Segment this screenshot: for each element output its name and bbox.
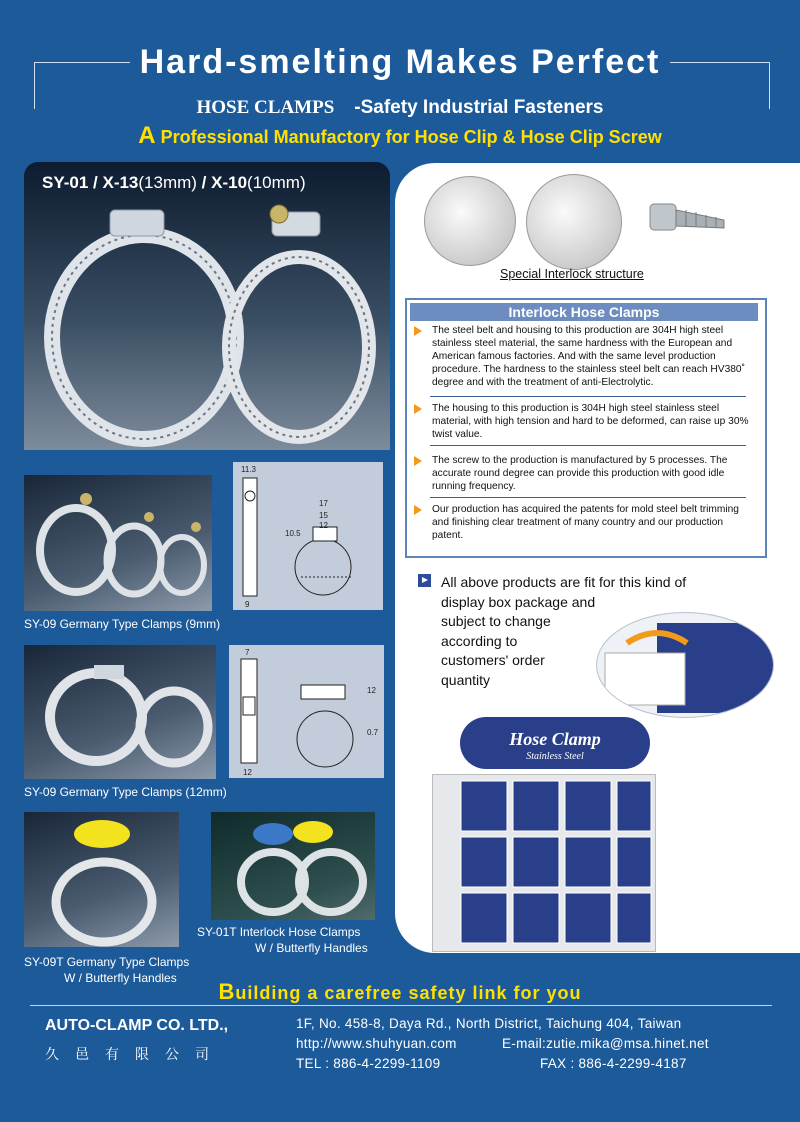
product-photo-12mm: [24, 645, 216, 779]
diagram-9mm: [233, 462, 383, 610]
bullet-icon: [414, 404, 422, 414]
interlock-title: Interlock Hose Clamps: [410, 303, 758, 321]
dimension-drawing-9mm: [233, 462, 383, 610]
package-detail-image: [597, 613, 773, 717]
clamps-9mm-image: [24, 475, 212, 611]
company-email[interactable]: E-mail:zutie.mika@msa.hinet.net: [502, 1036, 709, 1051]
bullet-icon: [414, 505, 422, 515]
dim-label: 11.3: [241, 465, 256, 474]
bullet-icon: [414, 456, 422, 466]
dim-label: 12: [243, 768, 252, 777]
dim-label: 0.7: [367, 728, 379, 737]
product-caption-sy09t-1: SY-09T Germany Type Clamps: [24, 955, 190, 969]
product-photo-sy01t: [211, 812, 375, 920]
screw-photo: [636, 180, 736, 260]
interlock-structure-caption: Special Interlock structure: [500, 267, 644, 281]
main-product-photo: [24, 162, 390, 450]
package-note: All above products are fit for this kind of display box package and subject to change according to customers' order quantity: [441, 574, 687, 688]
company-website[interactable]: http://www.shuhyuan.com: [296, 1036, 457, 1051]
dim-label: 7: [245, 648, 250, 657]
product-caption-9mm: SY-09 Germany Type Clamps (9mm): [24, 617, 221, 631]
product-caption-sy01t-2: W / Butterfly Handles: [255, 941, 368, 955]
product-caption-sy09t-2: W / Butterfly Handles: [64, 971, 177, 985]
product-photo-9mm: [24, 475, 212, 611]
dimension-drawing-12mm: [229, 645, 384, 778]
company-fax: FAX : 886-4-2299-4187: [540, 1056, 687, 1071]
company-name: AUTO-CLAMP CO. LTD.,: [45, 1017, 229, 1034]
butterfly-clamp-image: [24, 812, 179, 947]
dim-label: 12: [319, 521, 328, 530]
company-name-chinese: 久邑有限公司: [45, 1046, 225, 1062]
display-sign-subtitle: Stainless Steel: [526, 751, 584, 762]
interlock-item: The steel belt and housing to this production are 304H high steel stainless steel material, the same hardness with the European and American famous factories. And with the same level production procedure. The hardness to the stainless steel belt can reach HV380˚ degree and with the treatment of anti-Electrolytic.: [414, 324, 756, 389]
display-sign: [460, 717, 650, 769]
note-bullet-icon: [418, 574, 431, 587]
dim-label: 10.5: [285, 529, 301, 538]
dim-label: 9: [245, 600, 250, 609]
main-photo-label: SY-01 / X-13(13mm) / X-10(10mm): [42, 173, 306, 192]
page-subtitle: HOSE CLAMPS -Safety Industrial Fasteners: [0, 97, 800, 119]
display-box-grid: [433, 775, 655, 951]
page-title: Hard-smelting Makes Perfect: [0, 43, 800, 82]
diagram-12mm: [229, 645, 384, 778]
divider: [430, 497, 746, 498]
divider: [430, 445, 746, 446]
screw-image: [636, 180, 736, 260]
tagline: A Professional Manufactory for Hose Clip & Hose Clip Screw: [138, 122, 662, 149]
footer-divider: [30, 1005, 772, 1006]
footer-slogan: Building a carefree safety link for you: [218, 979, 582, 1004]
package-detail-photo: [596, 612, 774, 718]
company-address: 1F, No. 458-8, Daya Rd., North District, Taichung 404, Taiwan: [296, 1016, 682, 1031]
product-caption-sy01t-1: SY-01T Interlock Hose Clamps: [197, 925, 361, 939]
hose-clamp-image: [24, 162, 390, 450]
company-tel: TEL : 886-4-2299-1109: [296, 1056, 441, 1071]
divider: [430, 396, 746, 397]
interlock-item: The housing to this production is 304H high steel stainless steel material, with high tension and hard to be deformed, can raise up 30% twist value.: [414, 402, 756, 441]
dim-label: 17: [319, 499, 328, 508]
dim-label: 12: [367, 686, 376, 695]
product-caption-12mm: SY-09 Germany Type Clamps (12mm): [24, 785, 227, 799]
dim-label: 15: [319, 511, 328, 520]
product-photo-sy09t: [24, 812, 179, 947]
interlock-item: Our production has acquired the patents for mold steel belt trimming and finishing clear treatment of many country and our production patent.: [414, 503, 756, 542]
interlock-detail-photo-2: [526, 174, 622, 270]
display-sign-title: Hose Clamp: [509, 729, 601, 749]
display-box-stand: [432, 774, 656, 952]
butterfly-interlock-clamp-image: [211, 812, 375, 920]
interlock-detail-photo-1: [424, 176, 516, 266]
bullet-icon: [414, 326, 422, 336]
clamps-12mm-image: [24, 645, 216, 779]
interlock-item: The screw to the production is manufactured by 5 processes. The accurate round degree can provide this production with good idle running frequency.: [414, 454, 756, 493]
